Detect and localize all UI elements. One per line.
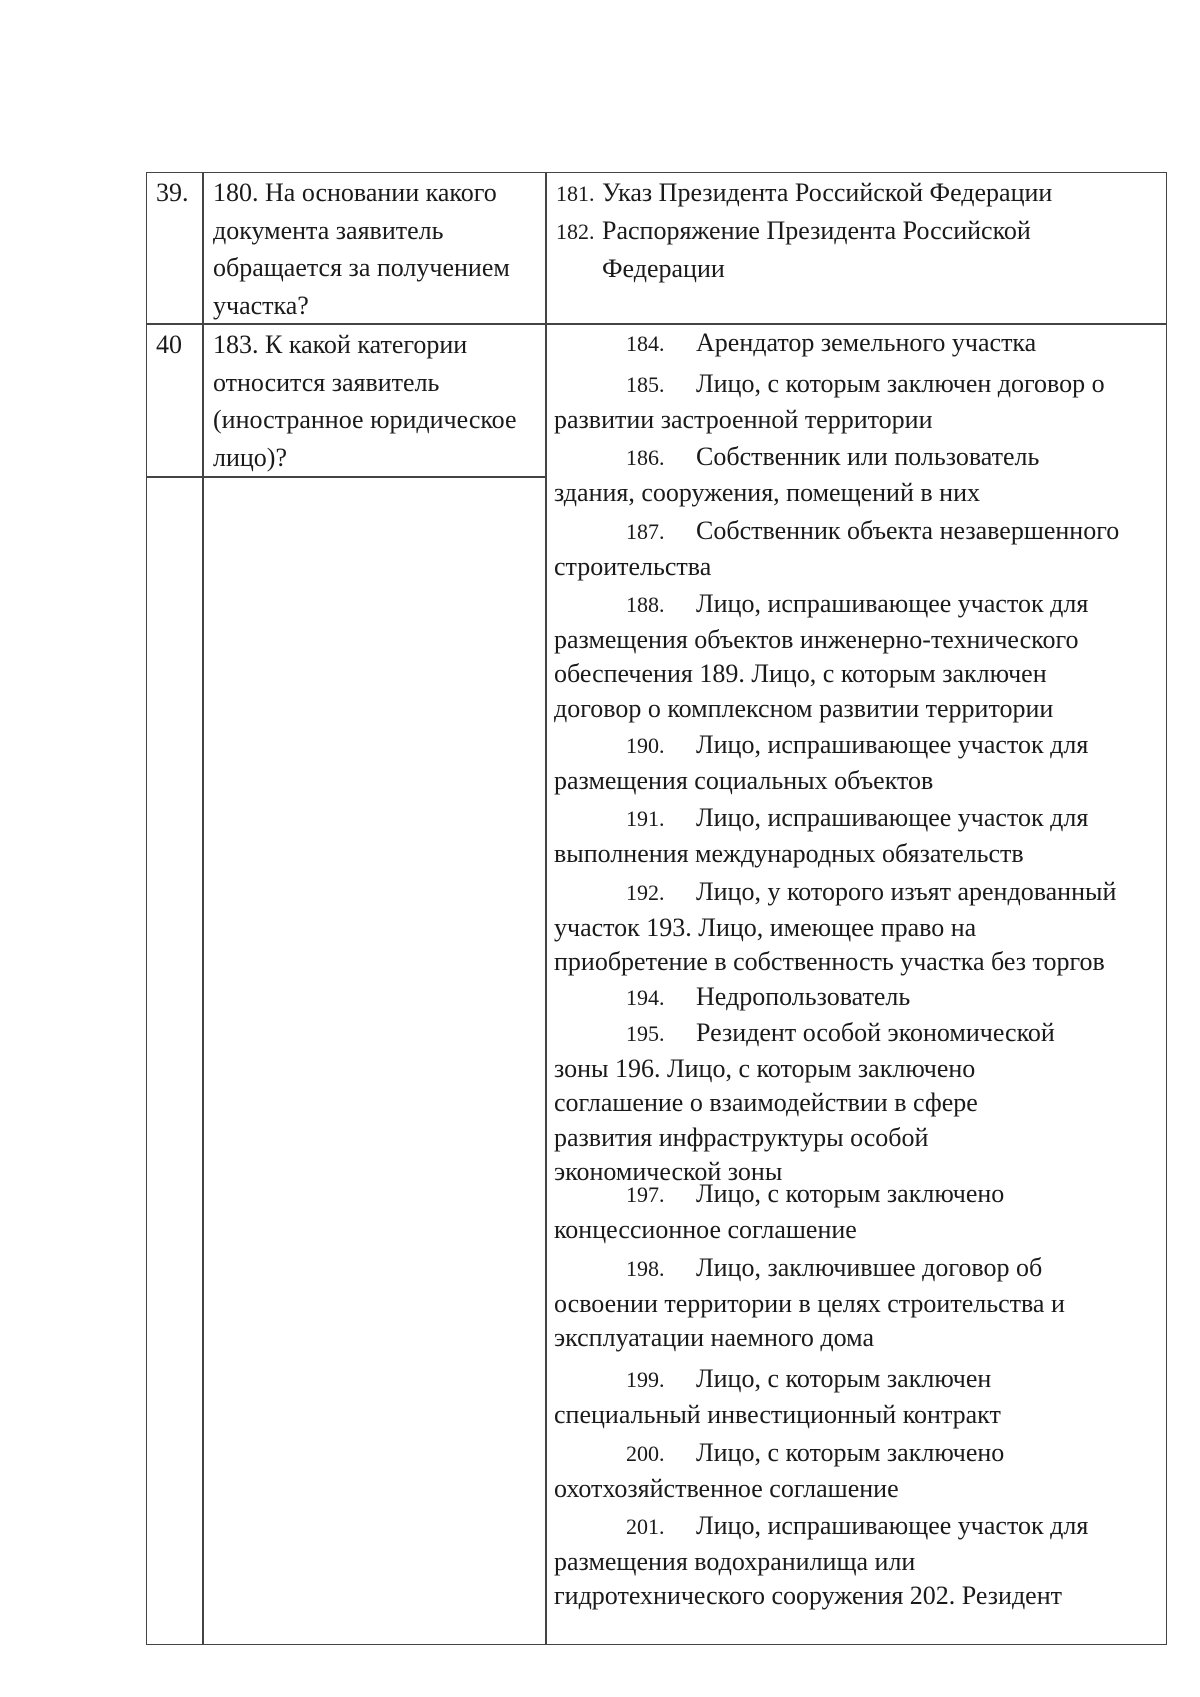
answer-continuation-line: развитии застроенной территории — [554, 404, 933, 434]
col-divider-2 — [545, 172, 547, 1645]
answer-192 — [554, 875, 1166, 980]
answer-200 — [554, 1436, 1166, 1506]
answer-number: 188. — [626, 592, 665, 617]
answer-continuation-line: здания, сооружения, помещений в них — [554, 477, 980, 507]
answer-first-line — [554, 326, 1166, 362]
answer-text: Лицо, испрашивающее участок для — [696, 803, 1089, 832]
answer-197 — [554, 1177, 1166, 1247]
answer-number: 190. — [626, 733, 665, 758]
answer-184 — [554, 326, 1166, 362]
answer-continuation-line: концессионное соглашение — [554, 1214, 857, 1244]
answer-185 — [554, 367, 1166, 437]
answer-191 — [554, 801, 1166, 871]
answer-first-line — [554, 728, 1166, 764]
answer-first-line — [554, 1362, 1166, 1398]
answer-number: 187. — [626, 519, 665, 544]
answer-continuation-line: специальный инвестиционный контракт — [554, 1399, 1001, 1429]
answer-first-line — [554, 1251, 1166, 1287]
answer-text: Собственник или пользователь — [696, 442, 1040, 471]
answer-text-cont: Федерации — [602, 254, 725, 283]
answer-195 — [554, 1016, 1166, 1190]
answer-number: 185. — [626, 372, 665, 397]
answer-first-line — [554, 587, 1166, 623]
answer-continuation-line: экономической зоны — [554, 1157, 783, 1186]
answer-text: Лицо, испрашивающее участок для — [696, 589, 1089, 618]
answer-text: Лицо, с которым заключено — [696, 1179, 1005, 1208]
answer-number: 184. — [626, 331, 665, 356]
col-divider-1 — [202, 172, 204, 1645]
answer-190 — [554, 728, 1166, 798]
answer-continuation-line: гидротехнического сооружения 202. Резидент — [554, 1581, 1062, 1610]
answer-continuation-line: размещения социальных объектов — [554, 765, 934, 795]
answer-186 — [554, 440, 1166, 510]
answer-number: 192. — [626, 880, 665, 905]
answer-number: 198. — [626, 1256, 665, 1281]
answer-first-line — [554, 1509, 1166, 1545]
answer-199 — [554, 1362, 1166, 1432]
answer-continuation-line: размещения водохранилища или — [554, 1546, 916, 1576]
answer-text: Распоряжение Президента Российской — [602, 216, 1031, 245]
answer-continuation-line: соглашение о взаимодействии в сфере — [554, 1088, 978, 1117]
answer-continuation-line: участок 193. Лицо, имеющее право на — [554, 912, 977, 942]
answer-text: Арендатор земельного участка — [696, 328, 1037, 357]
row-divider-2 — [146, 476, 546, 478]
answer-continuation-line: выполнения международных обязательств — [554, 838, 1024, 868]
answer-187 — [554, 514, 1166, 584]
answer-first-line — [554, 1177, 1166, 1213]
row-number-39: 39. — [156, 178, 189, 207]
answer-continuation-line: освоении территории в целях строительства и — [554, 1288, 1065, 1318]
answer-number: 199. — [626, 1367, 665, 1392]
answer-continuation-line: охотхозяйственное соглашение — [554, 1473, 899, 1503]
answer-text: Недропользователь — [696, 982, 911, 1011]
question-180: 180. На основании какого документа заявитель обращается за получением участка? — [213, 178, 510, 320]
answer-188 — [554, 587, 1166, 726]
answer-194 — [554, 980, 1166, 1016]
answer-continuation-line: эксплуатации наемного дома — [554, 1323, 874, 1352]
answer-text: Лицо, с которым заключен — [696, 1364, 992, 1393]
question-183: 183. К какой категории относится заявитель (иностранное юридическое лицо)? — [213, 330, 517, 472]
answer-continuation-line: размещения объектов инженерно-технического — [554, 624, 1079, 654]
answer-text: Лицо, испрашивающее участок для — [696, 730, 1089, 759]
answer-181 — [556, 174, 1116, 212]
answer-text: Лицо, заключившее договор об — [696, 1253, 1043, 1282]
answer-text: Лицо, испрашивающее участок для — [696, 1511, 1089, 1540]
answer-number: 191. — [626, 806, 665, 831]
answer-text: Резидент особой экономической — [696, 1018, 1055, 1047]
answer-198 — [554, 1251, 1166, 1356]
answer-continuation-line: договор о комплексном развитии территории — [554, 693, 1054, 723]
answer-number: 201. — [626, 1514, 665, 1539]
answer-first-line — [554, 1016, 1166, 1052]
answer-continuation-line: обеспечения 189. Лицо, с которым заключен — [554, 659, 1047, 688]
answer-number: 194. — [626, 985, 665, 1010]
answer-text: Лицо, с которым заключено — [696, 1438, 1005, 1467]
answer-continuation-line: приобретение в собственность участка без торгов — [554, 947, 1105, 976]
answer-201 — [554, 1509, 1166, 1614]
answer-number: 200. — [626, 1441, 665, 1466]
answer-number: 186. — [626, 445, 665, 470]
answer-first-line — [554, 801, 1166, 837]
answer-text: Лицо, у которого изъят арендованный — [696, 877, 1117, 906]
answer-text: Собственник объекта незавершенного — [696, 516, 1120, 545]
answer-number: 195. — [626, 1021, 665, 1046]
answer-number: 182. — [556, 219, 595, 244]
answer-continuation-line: строительства — [554, 551, 712, 581]
row-number-40: 40 — [156, 330, 182, 359]
answer-text: Указ Президента Российской Федерации — [602, 178, 1053, 207]
answer-first-line — [554, 514, 1166, 550]
answer-first-line — [554, 875, 1166, 911]
answer-first-line — [554, 367, 1166, 403]
answer-text: Лицо, с которым заключен договор о — [696, 369, 1105, 398]
answer-continuation-line: развития инфраструктуры особой — [554, 1122, 929, 1152]
answer-continuation-line: зоны 196. Лицо, с которым заключено — [554, 1053, 976, 1083]
answer-first-line — [554, 440, 1166, 476]
answer-first-line — [554, 1436, 1166, 1472]
answer-182 — [556, 212, 1116, 287]
answer-number: 181. — [556, 181, 595, 206]
answer-first-line — [554, 980, 1166, 1016]
answer-number: 197. — [626, 1182, 665, 1207]
